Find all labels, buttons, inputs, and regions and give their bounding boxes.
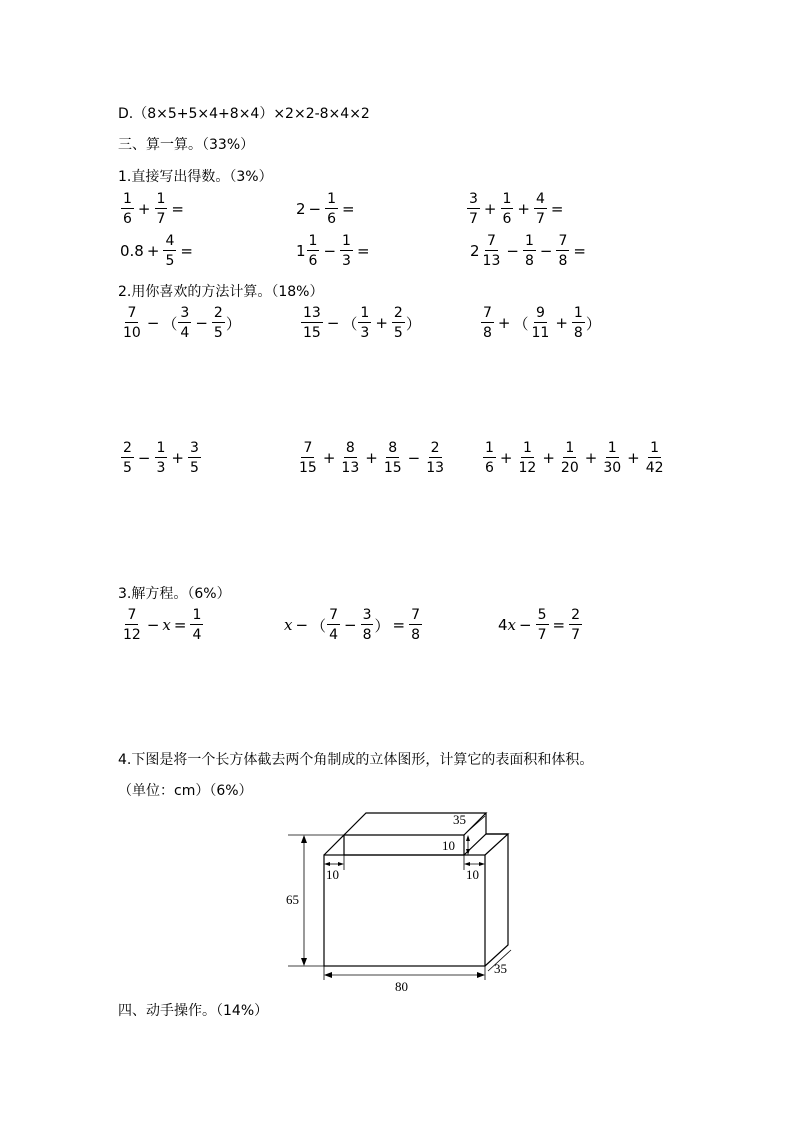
fraction: $\frac{9}{11}$ — [531, 305, 550, 341]
fraction: $\frac{1}{8}$ — [573, 305, 583, 341]
fraction: $\frac{4}{7}$ — [536, 191, 545, 227]
fraction: $\frac{1}{7}$ — [156, 191, 166, 227]
q2-expr-b: $\frac{13}{15}$ − （ $\frac{1}{3}$ + $\frac{2}{5}$ ） — [303, 305, 421, 341]
option-d-text: D.（8×5+5×4+8×4）×2×2-8×4×2 — [118, 106, 370, 122]
fraction: $\frac{7}{4}$ — [329, 607, 338, 643]
fraction: $\frac{2}{5}$ — [123, 440, 132, 476]
q3-expr-c: 4 x − $\frac{5}{7}$ = $\frac{2}{7}$ — [498, 607, 581, 643]
q4-unit-text: （单位：cm）（6%） — [118, 783, 253, 799]
q2-expr-a: $\frac{7}{10}$ − （ $\frac{3}{4}$ − $\frac{2}{5}$ ） — [123, 305, 241, 341]
dim-length-label: 80 — [395, 979, 408, 994]
fraction: $\frac{8}{13}$ — [341, 440, 360, 476]
section-3-heading: 三、算一算。（33%） — [118, 137, 255, 153]
fraction: $\frac{7}{8}$ — [558, 233, 568, 269]
fraction: $\frac{1}{8}$ — [524, 233, 534, 269]
dim-depth-bottom-label: 35 — [494, 961, 507, 976]
fraction: $\frac{1}{6}$ — [502, 191, 512, 227]
q3-heading: 3.解方程。（6%） — [118, 586, 231, 602]
top-block-top — [344, 813, 486, 835]
fraction: $\frac{2}{5}$ — [393, 305, 403, 341]
fraction: $\frac{1}{20}$ — [560, 440, 579, 476]
fraction: $\frac{1}{6}$ — [327, 191, 337, 227]
q2-expr-e: $\frac{7}{15}$ + $\frac{8}{13}$ + $\frac{8}{15}$ − $\frac{2}{13}$ — [299, 440, 445, 476]
fraction: $\frac{2}{7}$ — [571, 607, 581, 643]
fraction: $\frac{1}{3}$ — [156, 440, 166, 476]
fraction: $\frac{3}{5}$ — [190, 440, 199, 476]
right-side-face — [485, 834, 508, 966]
q1-expr-d: 0.8 + $\frac{4}{5}$ = — [120, 233, 193, 269]
fraction: $\frac{1}{30}$ — [603, 440, 622, 476]
q1-expr-a: $\frac{1}{6}$ + $\frac{1}{7}$ = — [123, 191, 184, 227]
fraction: $\frac{3}{4}$ — [180, 305, 190, 341]
q1-expr-f: 2 $\frac{7}{13}$ − $\frac{1}{8}$ − $\frac{7}{8}$ = — [470, 233, 586, 269]
front-face — [324, 855, 485, 966]
fraction: $\frac{1}{42}$ — [645, 440, 664, 476]
fraction: $\frac{7}{8}$ — [411, 607, 420, 643]
fraction: $\frac{1}{6}$ — [485, 440, 494, 476]
top-block-front — [344, 835, 464, 855]
fraction: $\frac{5}{7}$ — [537, 607, 547, 643]
fraction: $\frac{7}{15}$ — [299, 440, 317, 476]
q4-heading: 4.下图是将一个长方体截去两个角制成的立体图形，计算它的表面积和体积。 — [118, 752, 594, 768]
fraction: $\frac{7}{12}$ — [123, 607, 141, 643]
section-4-heading: 四、动手操作。（14%） — [118, 1003, 269, 1019]
fraction: $\frac{7}{10}$ — [123, 305, 141, 341]
fraction: $\frac{1}{12}$ — [518, 440, 537, 476]
fraction: $\frac{1}{3}$ — [360, 305, 370, 341]
fraction: $\frac{1}{6}$ — [123, 191, 132, 227]
q3-expr-b: x − （ $\frac{7}{4}$ − $\frac{3}{8}$ ） = $\frac{7}{8}$ — [284, 607, 420, 643]
fraction: $\frac{4}{5}$ — [165, 233, 175, 269]
fraction: $\frac{7}{8}$ — [483, 305, 492, 341]
q1-expr-c: $\frac{3}{7}$ + $\frac{1}{6}$ + $\frac{4}{7}$ = — [469, 191, 564, 227]
q1-heading: 1.直接写出得数。（3%） — [118, 169, 273, 185]
dim-height-label: 65 — [286, 892, 299, 907]
fraction: $\frac{1}{6}$ — [308, 233, 318, 269]
q1-expr-e: 1 $\frac{1}{6}$ − $\frac{1}{3}$ = — [296, 233, 370, 269]
q2-expr-c: $\frac{7}{8}$ + （ $\frac{9}{11}$ + $\frac{1}{8}$ ） — [483, 305, 601, 341]
dim-depth-top-label: 35 — [453, 812, 466, 827]
q1-expr-b: 2 − $\frac{1}{6}$ = — [296, 191, 355, 227]
fraction: $\frac{2}{13}$ — [426, 440, 445, 476]
fraction: $\frac{3}{7}$ — [469, 191, 478, 227]
q2-expr-d: $\frac{2}{5}$ − $\frac{1}{3}$ + $\frac{3}{5}$ — [123, 440, 199, 476]
right-cut-top — [464, 834, 508, 855]
dim-cut-right-label: 10 — [466, 867, 479, 882]
fraction: $\frac{1}{3}$ — [342, 233, 351, 269]
fraction: $\frac{2}{5}$ — [213, 305, 223, 341]
q2-heading: 2.用你喜欢的方法计算。（18%） — [118, 284, 324, 300]
dim-cut-height-label: 10 — [442, 838, 455, 853]
fraction: $\frac{7}{13}$ — [482, 233, 501, 269]
q3-expr-a: $\frac{7}{12}$ − x = $\frac{1}{4}$ — [123, 607, 202, 643]
fraction: $\frac{3}{8}$ — [362, 607, 372, 643]
dim-cut-left-label: 10 — [326, 867, 339, 882]
fraction: $\frac{8}{15}$ — [383, 440, 402, 476]
fraction: $\frac{13}{15}$ — [303, 305, 321, 341]
q2-expr-f: $\frac{1}{6}$ + $\frac{1}{12}$ + $\frac{1}{20}$ + $\frac{1}{30}$ + $\frac{1}{42}$ — [485, 440, 664, 476]
left-cut-edges — [324, 835, 344, 855]
fraction: $\frac{1}{4}$ — [192, 607, 202, 643]
